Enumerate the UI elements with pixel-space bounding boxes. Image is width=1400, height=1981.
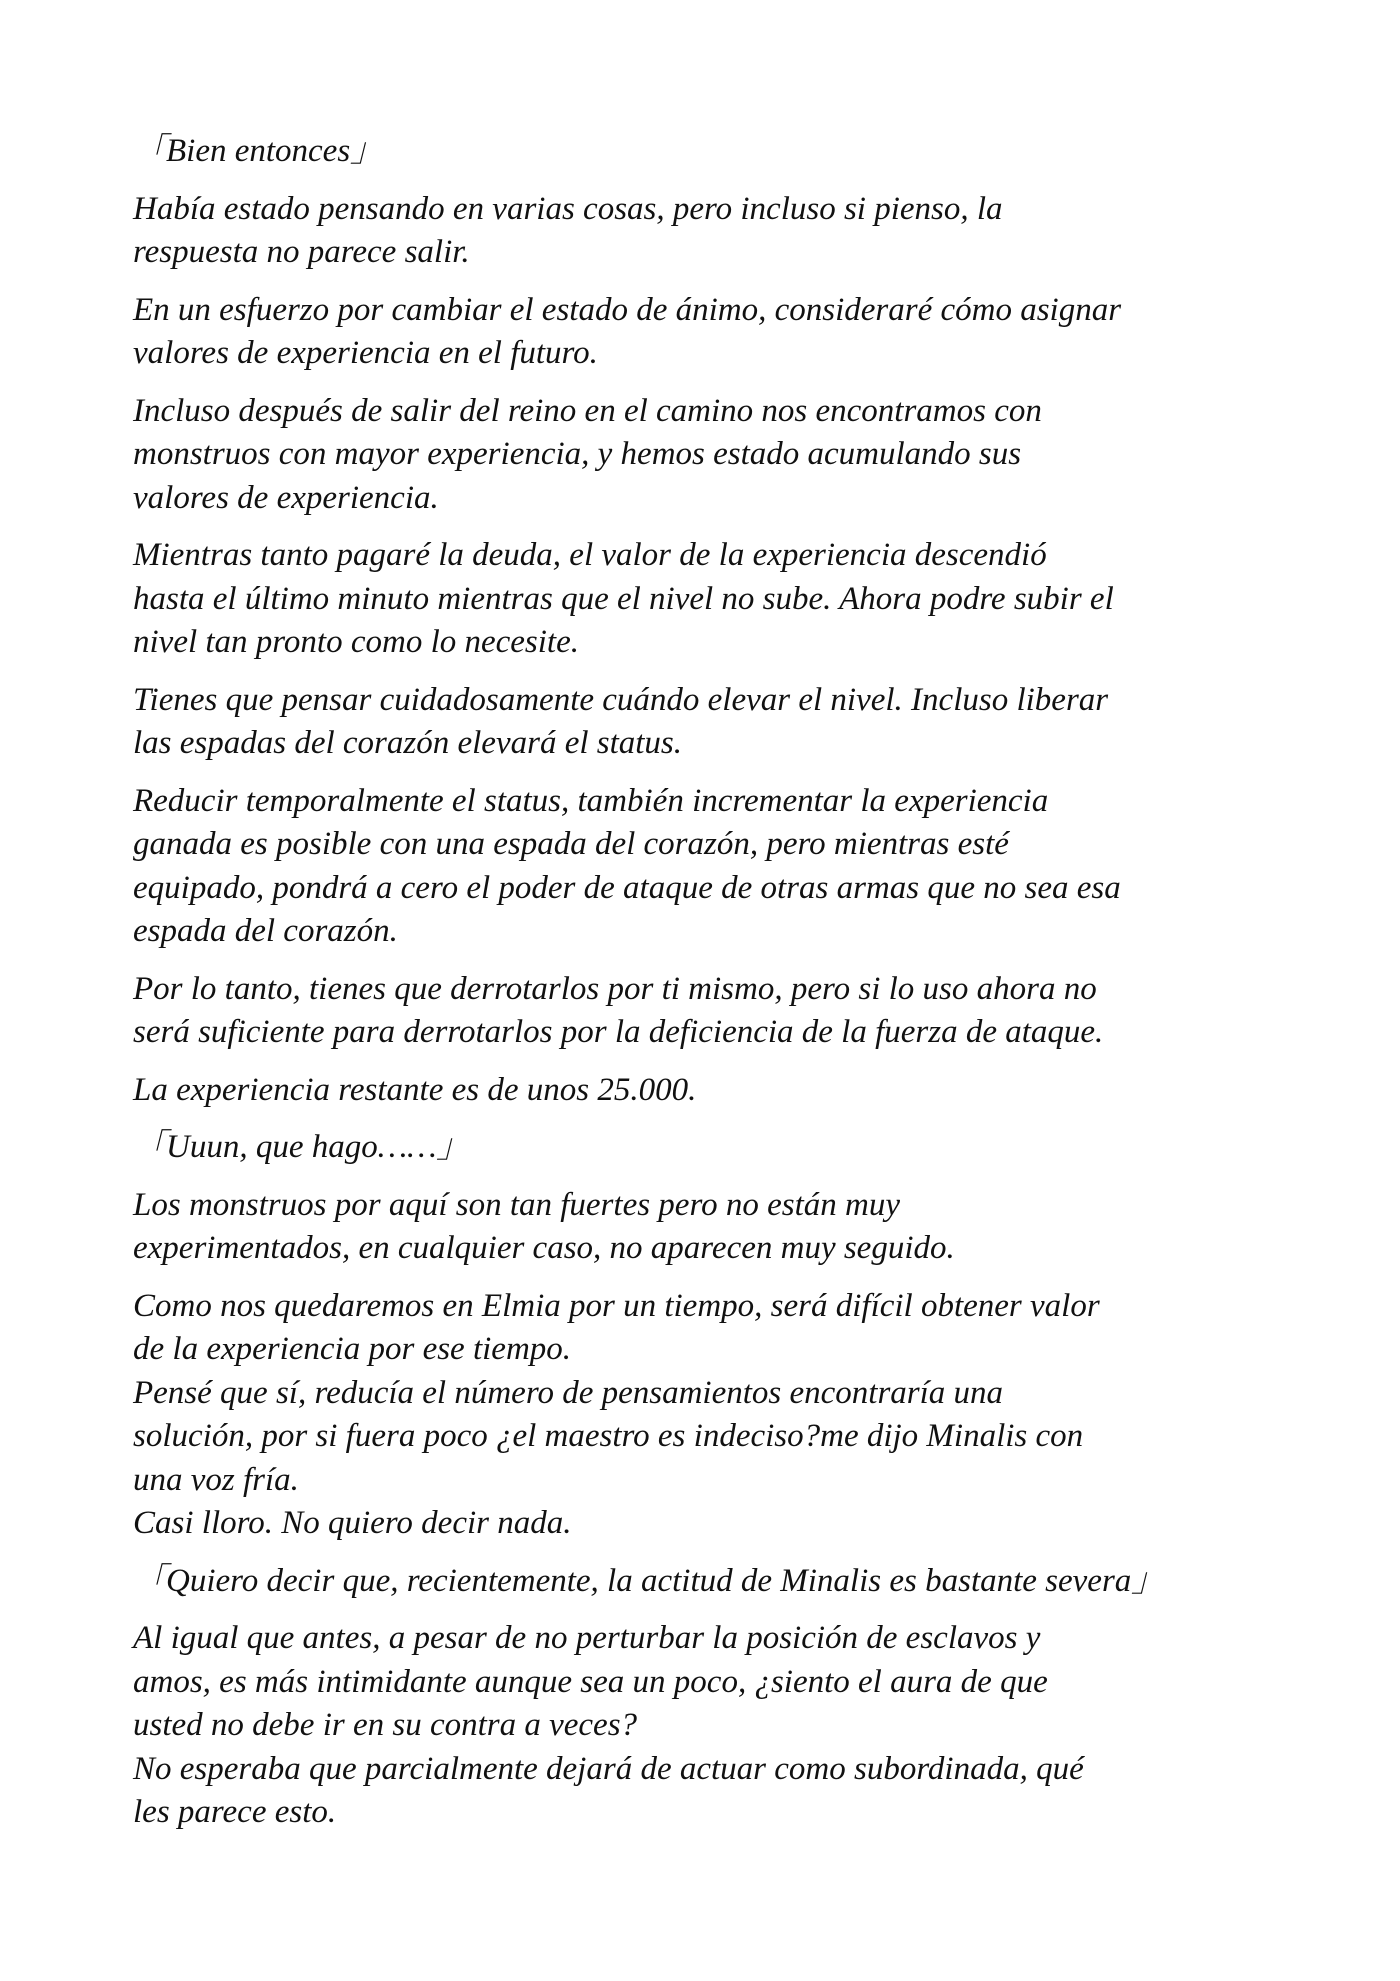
paragraph: Los monstruos por aquí son tan fuertes pero no están muy experimentados, en cualquier caso, no aparecen muy seguido. [133,1186,955,1266]
paragraph: Por lo tanto, tienes que derrotarlos por ti mismo, pero si lo uso ahora no será suficiente para derrotarlos por la deficiencia de la fuerza de ataque. [133,970,1104,1050]
paragraph: Incluso después de salir del reino en el camino nos encontramos con monstruos con mayor experiencia, y hemos estado acumulando sus valores de experiencia. [133,392,1042,516]
paragraph: Como nos quedaremos en Elmia por un tiempo, será difícil obtener valor de la experiencia por ese tiempo. [133,1287,1100,1367]
paragraph: Al igual que antes, a pesar de no perturbar la posición de esclavos y amos, es más intimidante aunque sea un poco, ¿siento el aura de que usted no debe ir en su contra a veces? [133,1620,1048,1743]
dialogue-line: 「Quiero decir que, recientemente, la actitud de Minalis es bastante severa」 [133,1562,1165,1599]
paragraph: No esperaba que parcialmente dejará de actuar como subordinada, qué les parece esto. [133,1750,1084,1830]
paragraph: La experiencia restante es de unos 25.000. [133,1071,697,1108]
paragraph: Casi lloro. No quiero decir nada. [133,1505,572,1541]
paragraph: Tienes que pensar cuidadosamente cuándo elevar el nivel. Incluso liberar las espadas del corazón elevará el status. [133,681,1109,761]
paragraph: Pensé que sí, reducía el número de pensamientos encontraría una solución, por si fuera poco ¿el maestro es indeciso?me dijo Minalis con una voz fría. [133,1374,1084,1498]
dialogue-line: 「Bien entonces」 [133,133,384,169]
paragraph: Había estado pensando en varias cosas, pero incluso si pienso, la respuesta no parece salir. [133,190,1003,270]
paragraph: Reducir temporalmente el status, también incrementar la experiencia ganada es posible con una espada del corazón, pero mientras esté equipado, pondrá a cero el poder de ataque de otras armas que no sea esa espada del corazón. [133,782,1121,949]
dialogue-line: 「Uuun, que hago……」 [133,1129,470,1165]
paragraph: En un esfuerzo por cambiar el estado de ánimo, consideraré cómo asignar valores de experiencia en el futuro. [133,291,1122,371]
paragraph: Mientras tanto pagaré la deuda, el valor de la experiencia descendió hasta el último minuto mientras que el nivel no sube. Ahora podre subir el nivel tan pronto como lo necesite. [133,537,1114,660]
text-column [133,130,1273,1835]
